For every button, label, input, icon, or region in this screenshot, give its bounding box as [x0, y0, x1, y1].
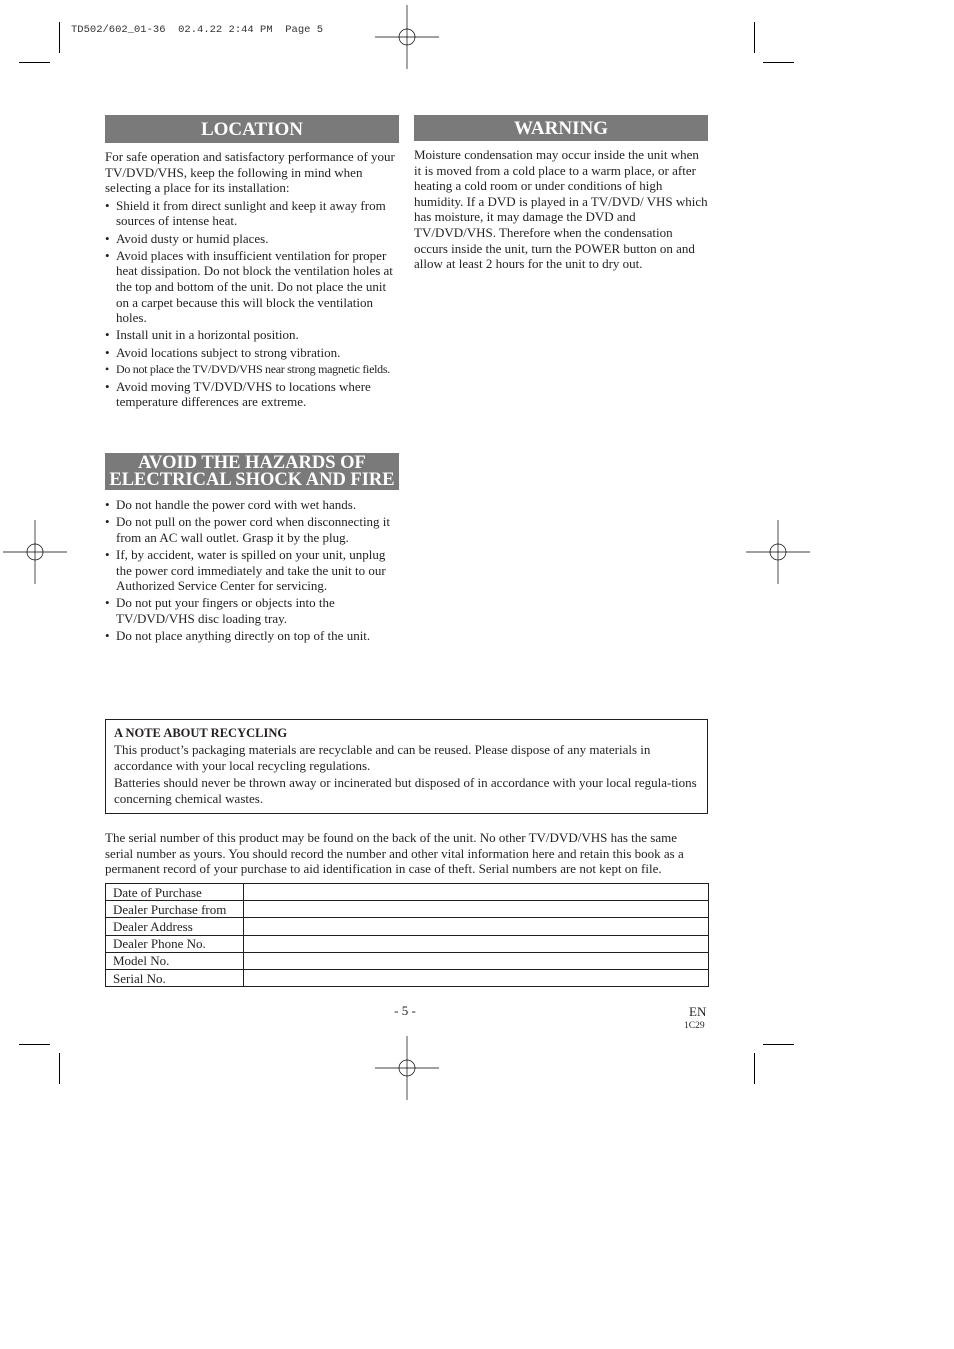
- location-section: [105, 115, 399, 412]
- table-row: [106, 952, 709, 969]
- recycling-para-1: This product’s packaging materials are recyclable and can be reused. Please dispose of any materials in accordance with your local recycling regulations.: [114, 741, 651, 774]
- location-intro: For safe operation and satisfactory performance of your TV/DVD/VHS, keep the following in mind when selecting a place for its installation:: [105, 149, 395, 196]
- crop-mark: [19, 1044, 50, 1045]
- list-item: • Do not handle the power cord with wet hands.: [105, 497, 399, 513]
- row-label: Serial No.: [106, 969, 244, 986]
- hazards-bullets: [105, 497, 399, 644]
- row-label: Dealer Address: [106, 918, 244, 935]
- list-item: • If, by accident, water is spilled on your unit, unplug the power cord immediately and take the unit to our Authorized Service Center for servicing.: [105, 547, 399, 594]
- crop-mark: [763, 62, 794, 63]
- list-item: • Install unit in a horizontal position.: [105, 327, 399, 343]
- registration-mark-icon: [3, 520, 67, 584]
- registration-mark-icon: [375, 5, 439, 69]
- table-row: [106, 935, 709, 952]
- recycling-title: A NOTE ABOUT RECYCLING: [114, 726, 288, 740]
- list-item: • Do not place the TV/DVD/VHS near strong magnetic fields.: [105, 362, 399, 378]
- crop-mark: [754, 1053, 755, 1084]
- row-value: [244, 884, 709, 901]
- purchase-record-table: [105, 883, 709, 987]
- registration-mark-icon: [746, 520, 810, 584]
- location-bullets: [105, 198, 399, 410]
- row-value: [244, 918, 709, 935]
- table-row: [106, 969, 709, 986]
- list-item: • Avoid dusty or humid places.: [105, 231, 399, 247]
- row-label: Dealer Phone No.: [106, 935, 244, 952]
- crop-mark: [59, 1053, 60, 1084]
- language-label: EN: [689, 1004, 707, 1019]
- table-row: [106, 901, 709, 918]
- warning-heading: WARNING: [414, 115, 708, 141]
- list-item: • Do not pull on the power cord when disconnecting it from an AC wall outlet. Grasp it by the plug.: [105, 514, 399, 545]
- list-item: • Avoid moving TV/DVD/VHS to locations where temperature differences are extreme.: [105, 379, 399, 410]
- list-item: • Shield it from direct sunlight and keep it away from sources of intense heat.: [105, 198, 399, 229]
- registration-mark-icon: [375, 1036, 439, 1100]
- table-row: [106, 884, 709, 901]
- crop-mark: [754, 22, 755, 53]
- crop-mark: [763, 1044, 794, 1045]
- row-label: Date of Purchase: [106, 884, 244, 901]
- document-code: 1C29: [684, 1021, 705, 1031]
- print-slug: TD502/602_01-36 02.4.22 2:44 PM Page 5: [71, 24, 324, 36]
- row-label: Model No.: [106, 952, 244, 969]
- page-number: - 5 -: [394, 1003, 416, 1018]
- crop-mark: [19, 62, 50, 63]
- list-item: • Avoid locations subject to strong vibration.: [105, 345, 399, 361]
- hazards-heading-line2: ELECTRICAL SHOCK AND FIRE: [109, 470, 395, 490]
- list-item: • Do not place anything directly on top of the unit.: [105, 628, 399, 644]
- hazards-section: [105, 453, 399, 645]
- table-row: [106, 918, 709, 935]
- warning-section: [414, 115, 708, 272]
- hazards-heading-line1: AVOID THE HAZARDS OF: [138, 453, 366, 473]
- row-value: [244, 969, 709, 986]
- recycling-note-box: [105, 719, 708, 814]
- row-value: [244, 935, 709, 952]
- serial-number-paragraph: The serial number of this product may be found on the back of the unit. No other TV/DVD/VHS has the same serial number as yours. You should record the number and other vital information here and retain this book as a permanent record of your purchase to aid identification in case of theft. Serial numbers are not kept on file.: [105, 830, 684, 877]
- row-value: [244, 901, 709, 918]
- row-value: [244, 952, 709, 969]
- hazards-heading: [105, 453, 399, 490]
- list-item: • Avoid places with insufficient ventilation for proper heat dissipation. Do not block the ventilation holes at the top and bottom of the unit. Do not place the unit on a carpet because this will block the ventilation holes.: [105, 248, 399, 326]
- crop-mark: [59, 22, 60, 53]
- warning-text: Moisture condensation may occur inside the unit when it is moved from a cold place to a warm place, or after heating a cold room or under conditions of high humidity. If a DVD is played in a TV/DVD/ VHS which has moisture, it may damage the DVD and TV/DVD/VHS. Therefore when the condensation occurs inside the unit, turn the POWER button on and allow at least 2 hours for the unit to dry out.: [414, 147, 708, 272]
- recycling-para-2: Batteries should never be thrown away or incinerated but disposed of in accordance with your local regula-tions concerning chemical wastes.: [114, 774, 697, 807]
- row-label: Dealer Purchase from: [106, 901, 244, 918]
- location-heading: LOCATION: [105, 115, 399, 143]
- list-item: • Do not put your fingers or objects into the TV/DVD/VHS disc loading tray.: [105, 595, 399, 626]
